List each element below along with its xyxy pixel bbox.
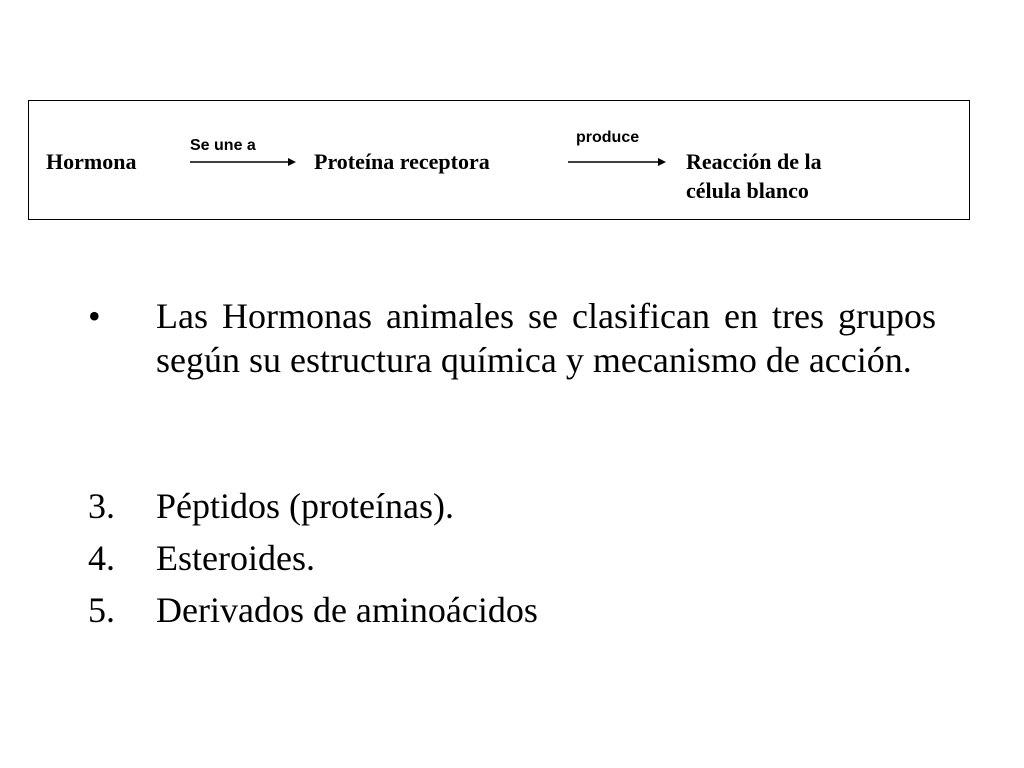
flow-diagram-box bbox=[28, 100, 970, 220]
node-receptor-protein: Proteína receptora bbox=[314, 149, 490, 174]
list-item-number: 5. bbox=[88, 590, 115, 630]
node-target-cell-reaction-line2: célula blanco bbox=[686, 178, 809, 203]
list-item-number: 4. bbox=[88, 538, 115, 578]
edge-label-produces: produce bbox=[576, 129, 640, 146]
list-item-label: Péptidos (proteínas). bbox=[156, 486, 454, 526]
bullet-marker: • bbox=[88, 296, 101, 336]
node-hormone: Hormona bbox=[46, 149, 137, 174]
list-item-number: 3. bbox=[88, 486, 115, 526]
edge-label-binds: Se une a bbox=[190, 137, 256, 154]
node-target-cell-reaction-line1: Reacción de la bbox=[686, 149, 822, 174]
arrow-produces bbox=[568, 156, 666, 168]
bullet-text: Las Hormonas animales se clasifican en tres grupos según su estructura química y mecanismo de acción. bbox=[156, 296, 936, 380]
list-item-label: Esteroides. bbox=[156, 538, 315, 578]
list-item-label: Derivados de aminoácidos bbox=[156, 590, 538, 630]
arrow-binds bbox=[190, 156, 296, 168]
